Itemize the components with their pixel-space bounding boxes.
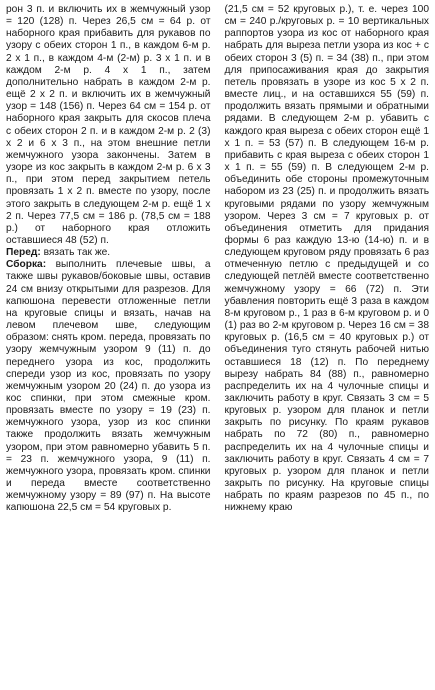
assembly-heading: Сборка: [6,259,47,271]
hood-continuation-paragraph: (21,5 см = 52 круговых р.), т. е. через 100 см = 240 р./круговых р. = 10 вертикальных раппортов узора из кос от наборного края набрать для выреза петли узора из кос + с обеих сторон 3 (5) п. = 34 (38) п., при этом для припосаживания края до закрытия петель провязать в узоре из кос 5 х 2 п. вместе лиц., и на оставшихся 55 (59) п. продолжить вязать прямыми и обратными рядами. В следующем 2-м р. убавить с каждого края выреза с обеих сторон ещё 1 х 1 п. = 53 (57) п. В следующем 16-м р. прибавить с края выреза с обеих сторон 1 х 1 п. = 55 (59) п. В следующем 2-м р. объединить обе стороны промежуточным набором из 23 (25) п. и продолжить вязать круговыми рядами по узору жемчужным узором. Через 3 см = 7 круговых р. от объединения отметить для придания формы 6 раз каждую 13-ю (14-ю) п. и в следующем круговом ряду провязать 6 раз отмеченную петлю с предыдущей и со следующей петлёй вместе соответственно жемчужному узору = 66 (72) п. Эти убавления повторить ещё 3 раза в каждом 8-м круговом р., 1 раз в 6-м круговом р. и 0 (1) раз во 2-м круговом р. Через 16 см = 38 круговых р. (16,5 см = 40 круговых р.) от объединения туго стянуть рабочей нитью оставшиеся 18 (12) п. По переднему вырезу набрать 84 (88) п., равномерно распределить их на 4 чулочные спицы и заключить работу в круг. Связать 3 см = 5 круговых р. узором для планок и петли закрыть по рисунку. По краям рукавов набрать по 72 (80) п., равномерно распределить их на 4 чулочные спицы и заключить работу в круг. Связать 4 см = 7 круговых р. узором для планок и петли закрыть по рисунку. На круговые спицы набрать по краям разрезов по 45 п., по нижнему краю [224,4,429,514]
right-column [225,4,430,690]
front-paragraph [6,247,211,259]
front-text: вязать так же. [40,247,111,259]
front-heading: Перед: [6,247,41,259]
sleeve-shaping-paragraph: рон 3 п. и включить их в жемчужный узор = 120 (128) п. Через 26,5 см = 64 р. от наборного края прибавить для рукавов по узору с обеих сторон 1 п., в каждом 6-м р. 2 х 1 п., в каждом 4-м (2-м) р. 3 х 1 п. и в каждом 2-м р. 4 х 1 п., затем дополнительно набрать в каждом 2-м р. ещё 2 х 2 п. и включить их в жемчужный узор = 148 (156) п. Через 64 см = 154 р. от наборного края закрыть для скосов плеча с обеих сторон 2 п. и в каждом 2-м р. 2 (3) х 2 и 6 х 3 п., на этом внешние петли жемчужного узора закончены. Затем в узоре из кос закрыть в каждом 2-м р. 6 х 3 п., при этом перед закрытием петель провязать 1 х 2 п. вместе по узору, после этого закрыть в следующем 2-м р. ещё 1 х 2 п. Через 77,5 см = 186 р. (78,5 см = 188 р.) от наборного края отложить оставшиеся 48 (52) п. [6,4,211,246]
text-columns [6,4,429,690]
assembly-text: выполнить плечевые швы, а также швы рукавов/боковые швы, оставив 24 см внизу открытыми для разрезов. Для капюшона перевести отложенные петли на круговые спицы и вязать, начав на левом плечевом шве, следующим образом: снять кром. переда, провязать по узору жемчужным узором 9 (11) п. до переднего узора из кос, продолжить спереди узор из кос, провязать по узору жемчужным узором 20 (24) п. до узора из кос спинки, при этом смежные кром. провязать вместе по узору = 19 (23) п. жемчужного узора, узор из кос спинки также продолжить вязать жемчужным узором, при этом равномерно убавить 5 п. = 23 п. жемчужного узора, 9 (11) п. жемчужного узора, провязать кром. спинки и переда вместе соответственно жемчужному узору = 89 (97) п. На высоте капюшона 22,5 см = 54 круговых р. [6,259,211,514]
assembly-paragraph [6,259,211,514]
left-column [6,4,211,690]
